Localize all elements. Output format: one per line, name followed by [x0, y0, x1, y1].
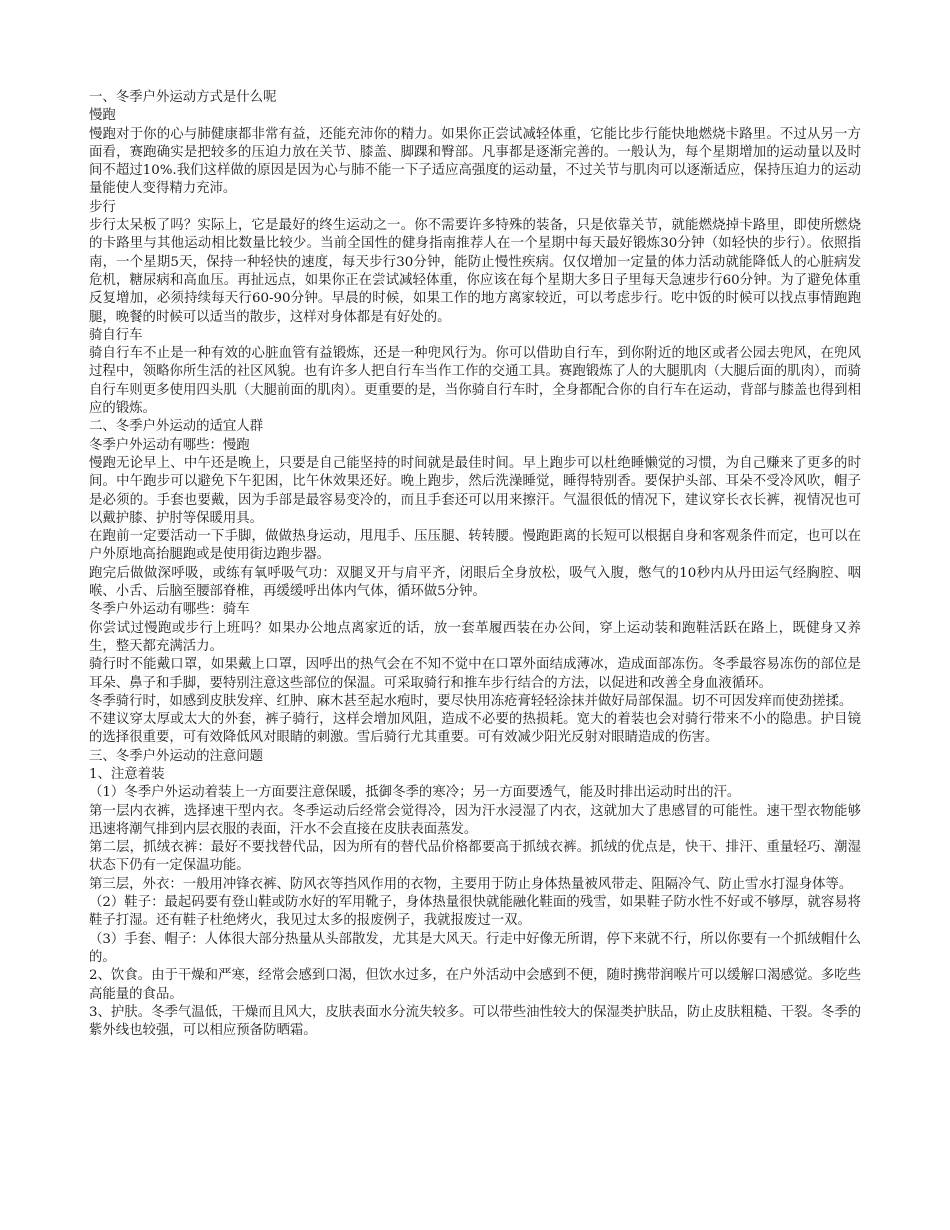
paragraph-clothing-layer-2: 第二层，抓绒衣裤：最好不要找替代品，因为所有的替代品价格都要高于抓绒衣裤。抓绒的优点是，快干、排汗、重量轻巧、潮湿状态下仍有一定保温功能。: [89, 840, 861, 874]
subheading-cycling: 骑自行车: [89, 327, 143, 343]
subheading-winter-cycling: 冬季户外运动有哪些：骑车: [89, 602, 250, 618]
paragraph-cycling-mask: 骑行时不能戴口罩，如果戴上口罩，因呼出的热气会在不知不觉中在口罩外面结成薄冰，造成面部冻伤。冬季最容易冻伤的部位是耳朵、鼻子和手脚，要特别注意这些部位的保温。可采取骑行和推车步行结合的方法，以促进和改善全身血液循环。: [89, 657, 861, 691]
paragraph-gloves-hats: （3）手套、帽子：人体很大部分热量从头部散发，尤其是大风天。行走中好像无所谓，停下来就不行，所以你要有一个抓绒帽什么的。: [89, 931, 861, 965]
paragraph-walking: 步行太呆板了吗？实际上，它是最好的终生运动之一。你不需要许多特殊的装备，只是依靠关节，就能燃烧掉卡路里，即使所燃烧的卡路里与其他运动相比数量比较少。当前全国性的健身指南推荐人在一个星期中每天最好锻炼30分钟（如轻快的步行）。依照指南，一个星期5天，保持一种轻快的速度，每天步行30分钟，能防止慢性疾病。仅仅增加一定量的体力活动就能降低人的心脏病发危机，糖尿病和高血压。再扯远点，如果你正在尝试减轻体重，你应该在每个星期大多日子里每天急速步行60分钟。为了避免体重反复增加，必须持续每天行60-90分钟。早晨的时候，如果工作的地方离家较近，可以考虑步行。吃中饭的时候可以找点事情跑跑腿，晚餐的时候可以适当的散步，这样对身体都是有好处的。: [89, 218, 861, 325]
paragraph-clothing-layer-1: 第一层内衣裤，选择速干型内衣。冬季运动后经常会觉得冷，因为汗水浸湿了内衣，这就加大了患感冒的可能性。速干型衣物能够迅速将潮气排到内层衣服的表面，汗水不会直接在皮肤表面蒸发。: [89, 803, 861, 837]
subheading-clothing: 1、注意着装: [89, 766, 165, 782]
paragraph-jogging: 慢跑对于你的心与肺健康都非常有益，还能充沛你的精力。如果你正尝试减轻体重，它能比步行能快地燃烧卡路里。不过从另一方面看，赛跑确实是把较多的压迫力放在关节、膝盖、脚踝和臀部。凡事都是逐渐完善的。一般认为，每个星期增加的运动量以及时间不超过10%.我们这样做的原因是因为心与肺不能一下子适应高强度的运动量，不过关节与肌肉可以逐渐适应，保持压迫力的运动量能使人变得精力充沛。: [89, 126, 861, 197]
paragraph-shoes: （2）鞋子：最起码要有登山鞋或防水好的军用靴子，身体热量很快就能融化鞋面的残雪，如果鞋子防水性不好或不够厚，就容易将鞋子打湿。还有鞋子杜绝烤火，我见过太多的报废例子，我就报废过一双。: [89, 895, 861, 929]
section-heading-2: 二、冬季户外运动的适宜人群: [89, 419, 264, 435]
section-heading-3: 三、冬季户外运动的注意问题: [89, 748, 264, 764]
subheading-jogging: 慢跑: [89, 108, 116, 124]
paragraph-clothing-layer-3: 第三层，外衣：一般用冲锋衣裤、防风衣等挡风作用的衣物，主要用于防止身体热量被风带走、阻隔冷气、防止雪水打湿身体等。: [89, 876, 853, 892]
document-body: [89, 89, 861, 1040]
paragraph-diet: 2、饮食。由于干燥和严寒，经常会感到口渴，但饮水过多，在户外活动中会感到不便，随时携带润喉片可以缓解口渴感觉。多吃些高能量的食品。: [89, 968, 861, 1002]
section-heading-1: 一、冬季户外运动方式是什么呢: [89, 90, 277, 105]
paragraph-cycling-commute: 你尝试过慢跑或步行上班吗？如果办公地点离家近的话，放一套革履西装在办公间，穿上运动装和跑鞋活跃在路上，既健身又养生，整天都充满活力。: [89, 620, 861, 654]
subheading-walking: 步行: [89, 199, 116, 215]
paragraph-cycling-clothing: 不建议穿太厚或太大的外套，裤子骑行，这样会增加风阻，造成不必要的热损耗。宽大的着装也会对骑行带来不小的隐患。护目镜的选择很重要，可有效降低风对眼睛的刺激。雪后骑行尤其重要。可有效减少阳光反射对眼睛造成的伤害。: [89, 712, 861, 746]
subheading-winter-jogging: 冬季户外运动有哪些：慢跑: [89, 437, 250, 453]
paragraph-clothing-intro: （1）冬季户外运动着装上一方面要注意保暖，抵御冬季的寒冷；另一方面要透气，能及时排出运动时出的汗。: [89, 785, 741, 801]
paragraph-skincare: 3、护肤。冬季气温低，干燥而且风大，皮肤表面水分流失较多。可以带些油性较大的保湿类护肤品，防止皮肤粗糙、干裂。冬季的紫外线也较强，可以相应预备防晒霜。: [89, 1004, 861, 1039]
paragraph-winter-jogging-breathing: 跑完后做做深呼吸，或练有氧呼吸气功：双腿叉开与肩平齐，闭眼后全身放松，吸气入腹，憋气的10秒内从丹田运气经胸腔、咽喉、小舌、后脑至腰部脊椎，再缓缓呼出体内气体，循环做5分钟。: [89, 565, 861, 600]
paragraph-winter-jogging-warmup: 在跑前一定要活动一下手脚，做做热身运动，甩甩手、压压腿、转转腰。慢跑距离的长短可以根据自身和客观条件而定，也可以在户外原地高抬腿跑或是使用街边跑步器。: [89, 529, 861, 563]
paragraph-winter-jogging-time: 慢跑无论早上、中午还是晚上，只要是自己能坚持的时间就是最佳时间。早上跑步可以杜绝睡懒觉的习惯，为自己赚来了更多的时间。中午跑步可以避免下午犯困，比午休效果还好。晚上跑步，然后洗澡睡觉，睡得特别香。要保护头部、耳朵不受冷风吹，帽子是必须的。手套也要戴，因为手部是最容易变冷的，而且手套还可以用来擦汗。气温很低的情况下，建议穿长衣长裤，视情况也可以戴护膝、护肘等保暖用具。: [89, 455, 861, 526]
paragraph-cycling-frostbite: 冬季骑行时，如感到皮肤发痒、红肿、麻木甚至起水疱时，要尽快用冻疮膏轻轻涂抹并做好局部保温。切不可因发痒而使劲搓揉。: [89, 693, 853, 709]
paragraph-cycling: 骑自行车不止是一种有效的心脏血管有益锻炼，还是一种兜风行为。你可以借助自行车，到你附近的地区或者公园去兜风，在兜风过程中，领略你所生活的社区风貌。也有许多人把自行车当作工作的交通工具。赛跑锻炼了人的大腿肌肉（大腿后面的肌肉），而骑自行车则更多使用四头肌（大腿前面的肌肉）。更重要的是，当你骑自行车时，全身都配合你的自行车在运动，背部与膝盖也得到相应的锻炼。: [89, 346, 861, 417]
